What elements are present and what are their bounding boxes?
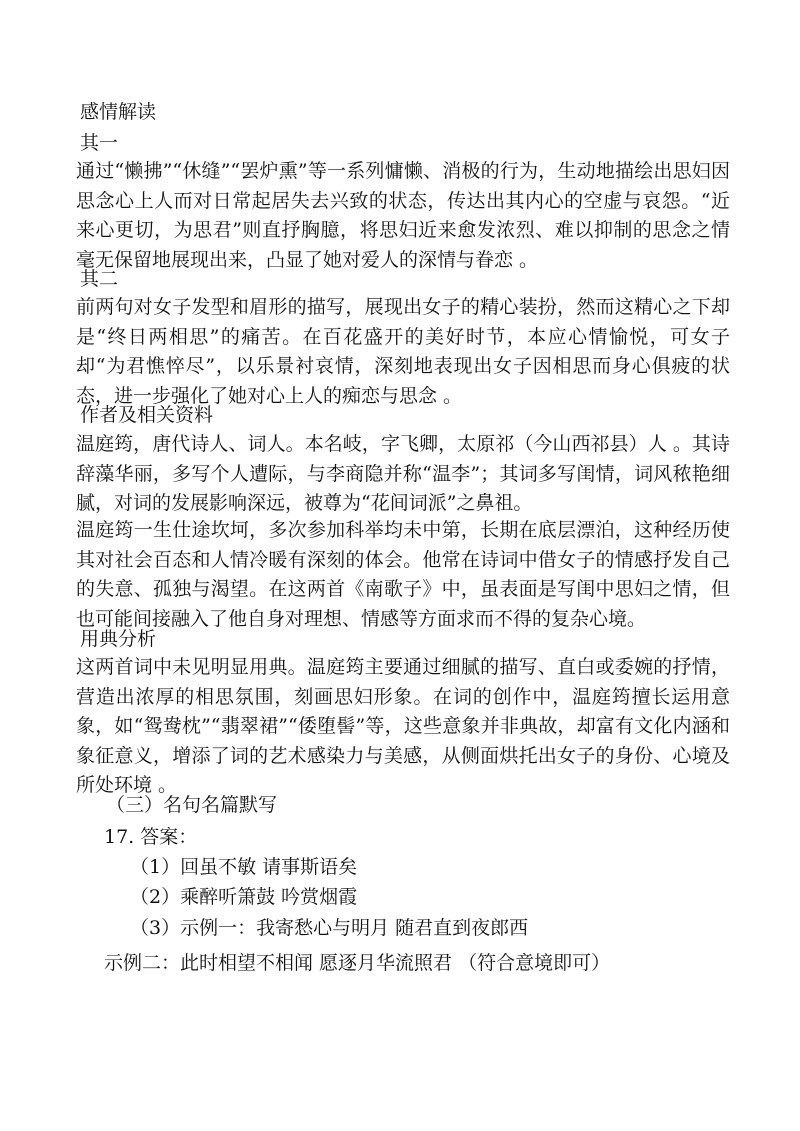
part-one-heading: 其一 <box>80 132 119 154</box>
part-one-paragraph: 通过“懒拂”“休缝”“罢炉熏”等一系列慵懒、消极的行为，生动地描绘出思妇因思念心上人而对日常起居失去兴致的状态，传达出其内心的空虚与哀怨。“近来心更切，为思君”则直抒胸臆，将思妇近来愈发浓烈、难以抑制的思念之情毫无保留地展现出来，凸显了她对爱人的深情与眷恋 。 <box>76 160 730 271</box>
author-heading: 作者及相关资料 <box>80 404 214 426</box>
emotion-heading: 感情解读 <box>80 101 157 123</box>
allusion-paragraph: 这两首词中未见明显用典。温庭筠主要通过细腻的描写、直白或委婉的抒情，营造出浓厚的相思氛围，刻画思妇形象。在词的创作中，温庭筠擅长运用意象，如“鸳鸯枕”“翡翠裙”“倭堕髻”等，这些意象并非典故，却富有文化内涵和象征意义，增添了词的艺术感染力与美感，从侧面烘托出女子的身份、心境及所处环境 。 <box>76 656 730 797</box>
answer-item-1: （1）回虽不敏 请事斯语矣 <box>130 856 358 878</box>
answer-item-3: （3）示例一：我寄愁心与明月 随君直到夜郎西 <box>130 917 529 939</box>
answer-item-2: （2）乘醉听箫鼓 吟赏烟霞 <box>130 886 358 908</box>
dictation-heading: （三）名句名篇默写 <box>106 794 278 816</box>
question-17-label: 17. 答案： <box>104 826 198 848</box>
answer-item-4: 示例二：此时相望不相闻 愿逐月华流照君 （符合意境即可） <box>104 952 611 974</box>
author-paragraph-one: 温庭筠，唐代诗人、词人。本名岐，字飞卿，太原祁（今山西祁县）人 。其诗辞藻华丽，多写个人遭际，与李商隐并称“温李”；其词多写闺情，词风秾艳细腻，对词的发展影响深远，被尊为“花间词派”之鼻祖。 <box>76 433 730 515</box>
part-two-paragraph: 前两句对女子发型和眉形的描写，展现出女子的精心装扮，然而这精心之下却是“终日两相思”的痛苦。在百花盛开的美好时节，本应心情愉悦，可女子却“为君憔悴尽”，以乐景衬哀情，深刻地表现出女子因相思而身心俱疲的状态，进一步强化了她对心上人的痴恋与思念 。 <box>76 296 730 407</box>
allusion-heading: 用典分析 <box>80 628 157 650</box>
part-two-heading: 其二 <box>80 268 119 290</box>
author-paragraph-two: 温庭筠一生仕途坎坷，多次参加科举均未中第，长期在底层漂泊，这种经历使其对社会百态和人情冷暖有深刻的体会。他常在诗词中借女子的情感抒发自己的失意、孤独与渴望。在这两首《南歌子》中，虽表面是写闺中思妇之情，但也可能间接融入了他自身对理想、情感等方面求而不得的复杂心境。 <box>76 519 730 630</box>
